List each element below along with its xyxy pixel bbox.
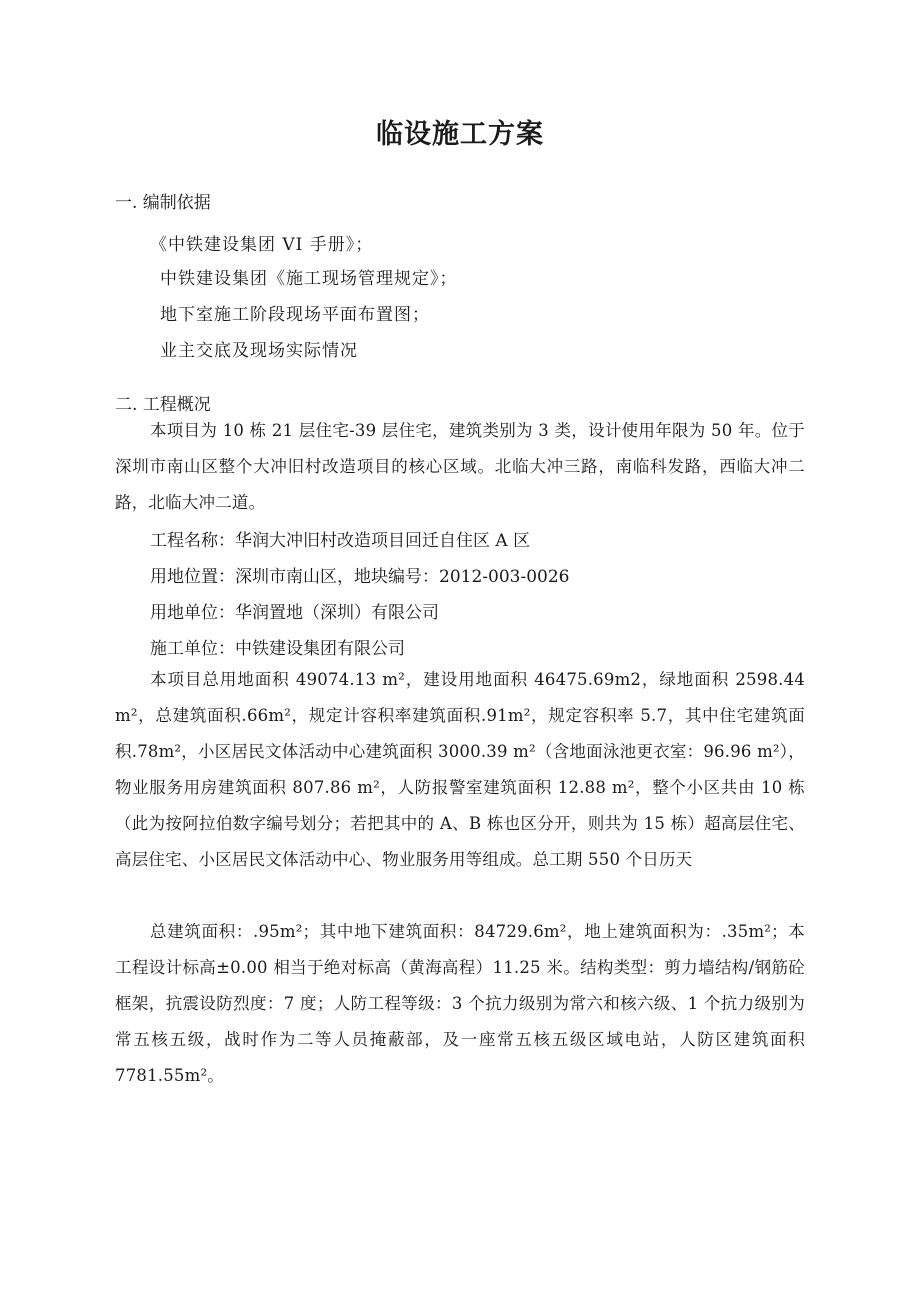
basis-item: 《中铁建设集团 VI 手册》； bbox=[150, 235, 374, 255]
site-location: 用地位置：深圳市南山区，地块编号：2012-003-0026 bbox=[150, 567, 570, 587]
basis-item: 业主交底及现场实际情况 bbox=[160, 341, 358, 361]
basis-item: 中铁建设集团《施工现场管理规定》； bbox=[160, 269, 458, 289]
section-heading-basis: 一. 编制依据 bbox=[115, 193, 211, 213]
document-title: 临设施工方案 bbox=[376, 119, 544, 150]
land-user: 用地单位：华润置地（深圳）有限公司 bbox=[150, 603, 439, 623]
area-paragraph: 本项目总用地面积 49074.13 m²，建设用地面积 46475.69m2，绿地面积 2598.44 m²，总建筑面积.66m²，规定计容积率建筑面积.91m²，规定容积率 5.7，其中住宅建筑面积.78m²，小区居民文体活动中心建筑面积 3000.39 m²（含地面泳池更衣室：96.96 m²），物业服务用房建筑面积 807.86 m²，人防报警室建筑面积 12.88 m²，整个小区共由 10 栋（此为按阿拉伯数字编号划分；若把其中的 A、B 栋也区分开，则共为 15 栋）超高层住宅、高层住宅、小区居民文体活动中心、物业服务用等组成。总工期 550 个日历天 bbox=[115, 670, 805, 869]
project-name: 工程名称：华润大冲旧村改造项目回迁自住区 A 区 bbox=[150, 531, 531, 551]
project-intro-paragraph: 本项目为 10 栋 21 层住宅-39 层住宅，建筑类别为 3 类，设计使用年限为 50 年。位于深圳市南山区整个大冲旧村改造项目的核心区域。北临大冲三路，南临科发路，西临大冲二路，北临大冲二道。 bbox=[115, 421, 805, 512]
structure-paragraph: 总建筑面积：.95m²；其中地下建筑面积：84729.6m²，地上建筑面积为：.35m²；本工程设计标高±0.00 相当于绝对标高（黄海高程）11.25 米。结构类型：剪力墙结构/钢筋砼框架，抗震设防烈度：7 度；人防工程等级：3 个抗力级别为常六和核六级、1 个抗力级别为常五核五级，战时作为二等人员掩蔽部，及一座常五核五级区域电站，人防区建筑面积 7781.55m²。 bbox=[115, 922, 805, 1085]
construction-unit: 施工单位：中铁建设集团有限公司 bbox=[150, 639, 405, 659]
section-heading-overview: 二. 工程概况 bbox=[115, 395, 211, 415]
basis-item: 地下室施工阶段现场平面布置图； bbox=[160, 305, 430, 325]
